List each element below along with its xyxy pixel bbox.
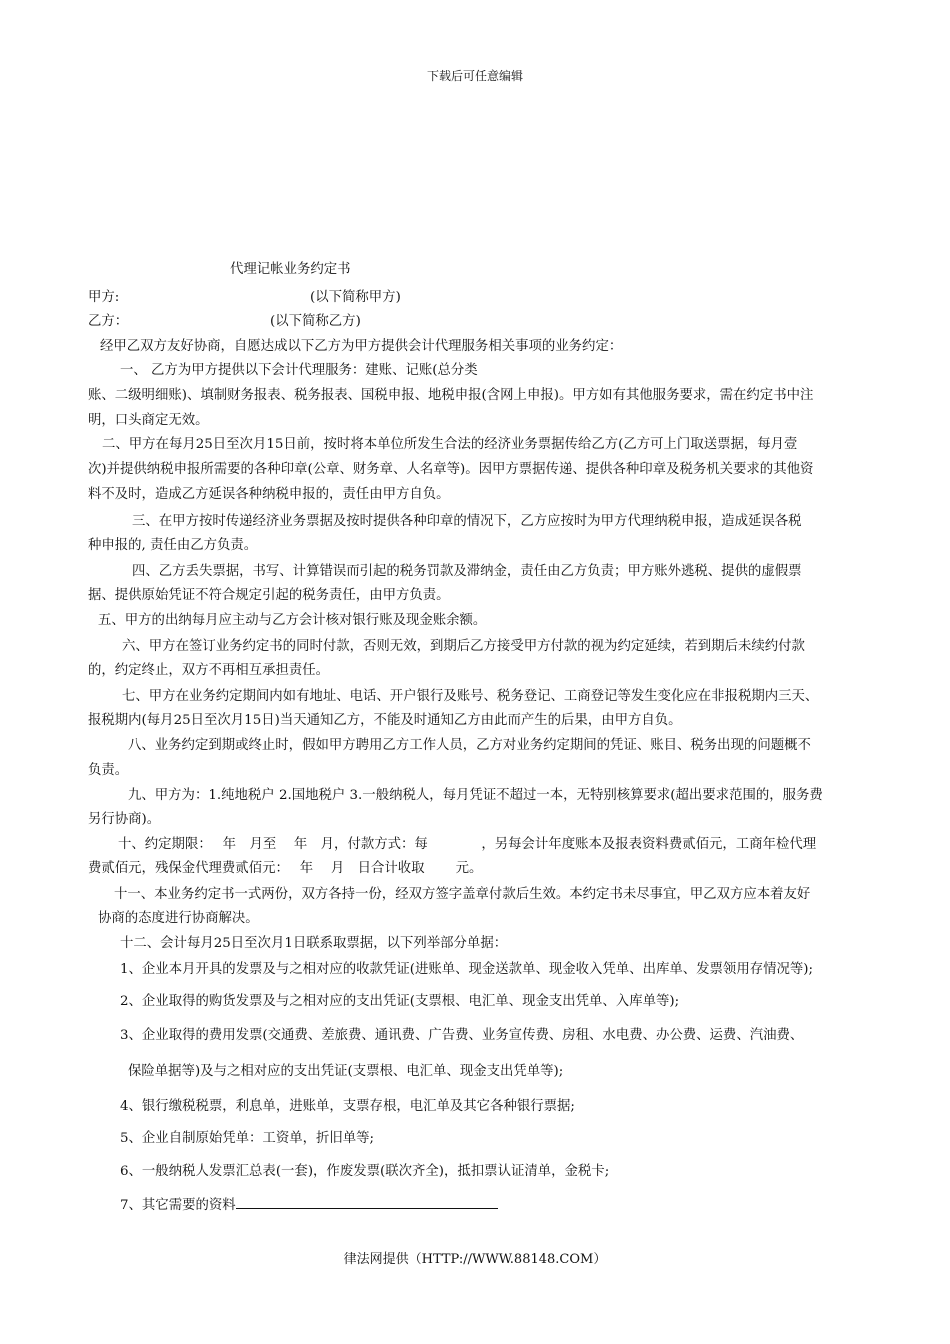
clause-5-line-1: 五、甲方的出纳每月应主动与乙方会计核对银行账及现金账余额。 [98,613,487,628]
party-b-line [88,313,868,331]
clause-10-line-2: 费贰佰元，残保金代理费贰佰元： 年 月 日合计收取 元。 [88,861,483,876]
clause-11-line-2: 协商的态度进行协商解决。 [98,911,259,926]
document-title: 代理记帐业务约定书 [230,262,351,277]
clause-6-line-2: 的，约定终止，双方不再相互承担责任。 [88,663,330,678]
clause-9-line-2: 另行协商)。 [88,812,161,827]
item-3-line-1: 3、企业取得的费用发票(交通费、差旅费、通讯费、广告费、业务宣传费、房租、水电费、办公费、运费、汽油费、 [120,1028,804,1043]
item-6: 6、一般纳税人发票汇总表(一套)，作废发票(联次齐全)，抵扣票认证清单，金税卡; [120,1164,610,1179]
item-2: 2、企业取得的购货发票及与之相对应的支出凭证(支票根、电汇单、现金支出凭单、入库单等); [120,994,680,1009]
party-a-line [88,289,868,307]
clause-2-line-3: 料不及时，造成乙方延误各种纳税申报的，责任由甲方自负。 [88,487,450,502]
header-note: 下载后可任意编辑 [426,69,523,83]
clause-4-line-2: 据、提供原始凭证不符合规定引起的税务责任，由甲方负责。 [88,588,450,603]
clause-1-line-2: 账、二级明细账)、填制财务报表、税务报表、国税申报、地税申报(含网上申报)。甲方如有其他服务要求，需在约定书中注 [88,388,814,403]
item-3-line-2: 保险单据等)及与之相对应的支出凭证(支票根、电汇单、现金支出凭单等); [128,1064,564,1079]
intro-line: 经甲乙双方友好协商，自愿达成以下乙方为甲方提供会计代理服务相关事项的业务约定： [100,339,623,354]
clause-1-line-3: 明，口头商定无效。 [88,413,209,428]
footer-source: 律法网提供（HTTP://WWW.88148.COM） [343,1252,607,1267]
item-7-line [120,1196,900,1215]
clause-2-line-1: 二、甲方在每月25日至次月15日前，按时将本单位所发生合法的经济业务票据传给乙方(乙方可上门取送票据，每月壹 [102,437,798,452]
clause-1-line-1: 一、 乙方为甲方提供以下会计代理服务：建账、记账(总分类 [120,363,478,378]
clause-6-line-1: 六、甲方在签订业务约定书的同时付款，否则无效，到期后乙方接受甲方付款的视为约定延续，若到期后未续约付款 [122,639,805,654]
fill-in-blank [236,1196,498,1209]
clause-8-line-1: 八、业务约定到期或终止时，假如甲方聘用乙方工作人员，乙方对业务约定期间的凭证、账目、税务出现的问题概不 [128,738,811,753]
clause-10-line-1: 十、约定期限： 年 月至 年 月，付款方式：每 ，另每会计年度账本及报表资料费贰佰元，工商年检代理 [118,837,817,852]
clause-7-line-1: 七、甲方在业务约定期间内如有地址、电话、开户银行及账号、税务登记、工商登记等发生变化应在非报税期内三天、 [122,689,819,704]
clause-12-line-1: 十二、会计每月25日至次月1日联系取票据，以下列举部分单据： [120,936,508,951]
item-5: 5、企业自制原始凭单：工资单，折旧单等; [120,1131,375,1146]
clause-3-line-2: 种申报的, 责任由乙方负责。 [88,538,258,553]
clause-8-line-2: 负责。 [88,763,129,778]
party-b-label: 乙方： [88,314,129,329]
item-4: 4、银行缴税税票，利息单，进账单，支票存根，电汇单及其它各种银行票据; [120,1099,575,1114]
clause-9-line-1: 九、甲方为：1.纯地税户 2.国地税户 3.一般纳税人，每月凭证不超过一本，无特别核算要求(超出要求范围的，服务费 [128,788,823,803]
clause-11-line-1: 十一、本业务约定书一式两份，双方各持一份，经双方签字盖章付款后生效。本约定书未尽事宜，甲乙双方应本着友好 [114,887,811,902]
item-1: 1、企业本月开具的发票及与之相对应的收款凭证(进账单、现金送款单、现金收入凭单、出库单、发票领用存情况等); [120,962,814,977]
clause-2-line-2: 次)并提供纳税申报所需要的各种印章(公章、财务章、人名章等)。因甲方票据传递、提供各种印章及税务机关要求的其他资 [88,462,814,477]
party-a-label: 甲方: [88,290,120,305]
item-7-label: 7、其它需要的资料 [120,1198,236,1213]
clause-4-line-1: 四、乙方丢失票据，书写、计算错误而引起的税务罚款及滞纳金，责任由乙方负责；甲方账外逃税、提供的虚假票 [132,564,802,579]
clause-7-line-2: 报税期内(每月25日至次月15日)当天通知乙方，不能及时通知乙方由此而产生的后果，由甲方自负。 [88,713,682,728]
party-a-note: (以下简称甲方) [310,290,401,305]
clause-3-line-1: 三、在甲方按时传递经济业务票据及按时提供各种印章的情况下，乙方应按时为甲方代理纳税申报，造成延误各税 [132,514,802,529]
party-b-note: (以下简称乙方) [270,314,361,329]
